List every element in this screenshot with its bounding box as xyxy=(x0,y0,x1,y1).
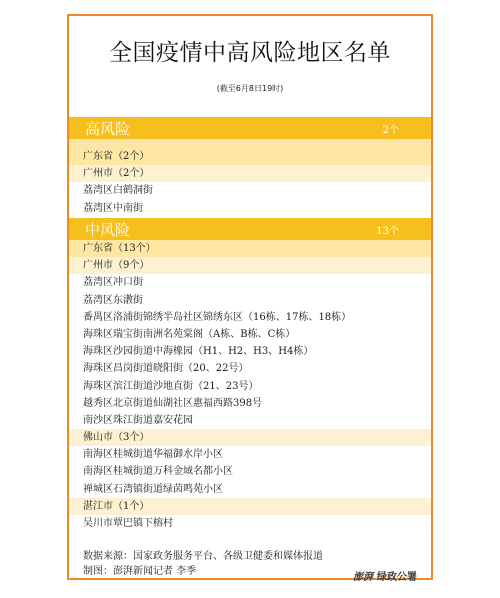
district-row: 南海区桂城街道华福御水岸小区 xyxy=(69,446,431,463)
district-row: 荔湾区东漖街 xyxy=(69,292,431,309)
medium-risk-header xyxy=(69,218,431,240)
high-risk-header xyxy=(69,117,431,139)
city-row: 湛江市（1个） xyxy=(69,498,431,515)
high-risk-list xyxy=(69,148,431,217)
high-risk-label: 高风险 xyxy=(85,120,131,138)
footer xyxy=(83,549,323,579)
publisher-logo xyxy=(353,568,417,583)
district-row: 越秀区北京街道仙湖社区惠福西路398号 xyxy=(69,395,431,412)
poster-frame xyxy=(67,14,433,583)
medium-risk-list xyxy=(69,240,431,532)
district-row: 荔湾区白鹤洞街 xyxy=(69,182,431,199)
city-row: 广州市（9个） xyxy=(69,257,431,274)
logo-mark: 澎湃 xyxy=(353,572,373,583)
district-row: 海珠区瑞宝街南洲名苑棠阁（A栋、B栋、C栋） xyxy=(69,326,431,343)
data-source: 数据来源：国家政务服务平台、各级卫健委和媒体报道 xyxy=(83,551,323,562)
district-row: 荔湾区中南街 xyxy=(69,200,431,217)
district-row: 禅城区石湾镇街道绿茵鸣苑小区 xyxy=(69,481,431,498)
province-row: 广东省（13个） xyxy=(69,240,431,257)
city-row: 佛山市（3个） xyxy=(69,429,431,446)
district-row: 南沙区珠江街道嘉安花园 xyxy=(69,412,431,429)
high-risk-count: 2个 xyxy=(382,125,399,136)
page-subtitle: (截至6月8日19时) xyxy=(216,84,284,93)
logo-text: 绿政公署 xyxy=(377,572,417,583)
district-row: 番禺区洛浦街锦绣半岛社区锦绣东区（16栋、17栋、18栋） xyxy=(69,309,431,326)
district-row: 海珠区滨江街道沙地直街（21、23号） xyxy=(69,378,431,395)
page-title: 全国疫情中高风险地区名单 xyxy=(109,40,391,66)
district-row: 海珠区昌岗街道晓阳街（20、22号） xyxy=(69,360,431,377)
district-row: 吴川市覃巴镇下榕村 xyxy=(69,515,431,532)
medium-risk-count: 13个 xyxy=(376,226,399,237)
medium-risk-label: 中风险 xyxy=(85,221,131,239)
district-row: 荔湾区冲口街 xyxy=(69,274,431,291)
city-row: 广州市（2个） xyxy=(69,165,431,182)
district-row: 海珠区沙园街道中海橡园（H1、H2、H3、H4栋） xyxy=(69,343,431,360)
credit: 制图：澎湃新闻记者 李季 xyxy=(83,566,197,577)
province-row: 广东省（2个） xyxy=(69,148,431,165)
district-row: 南海区桂城街道万科金域名都小区 xyxy=(69,463,431,480)
